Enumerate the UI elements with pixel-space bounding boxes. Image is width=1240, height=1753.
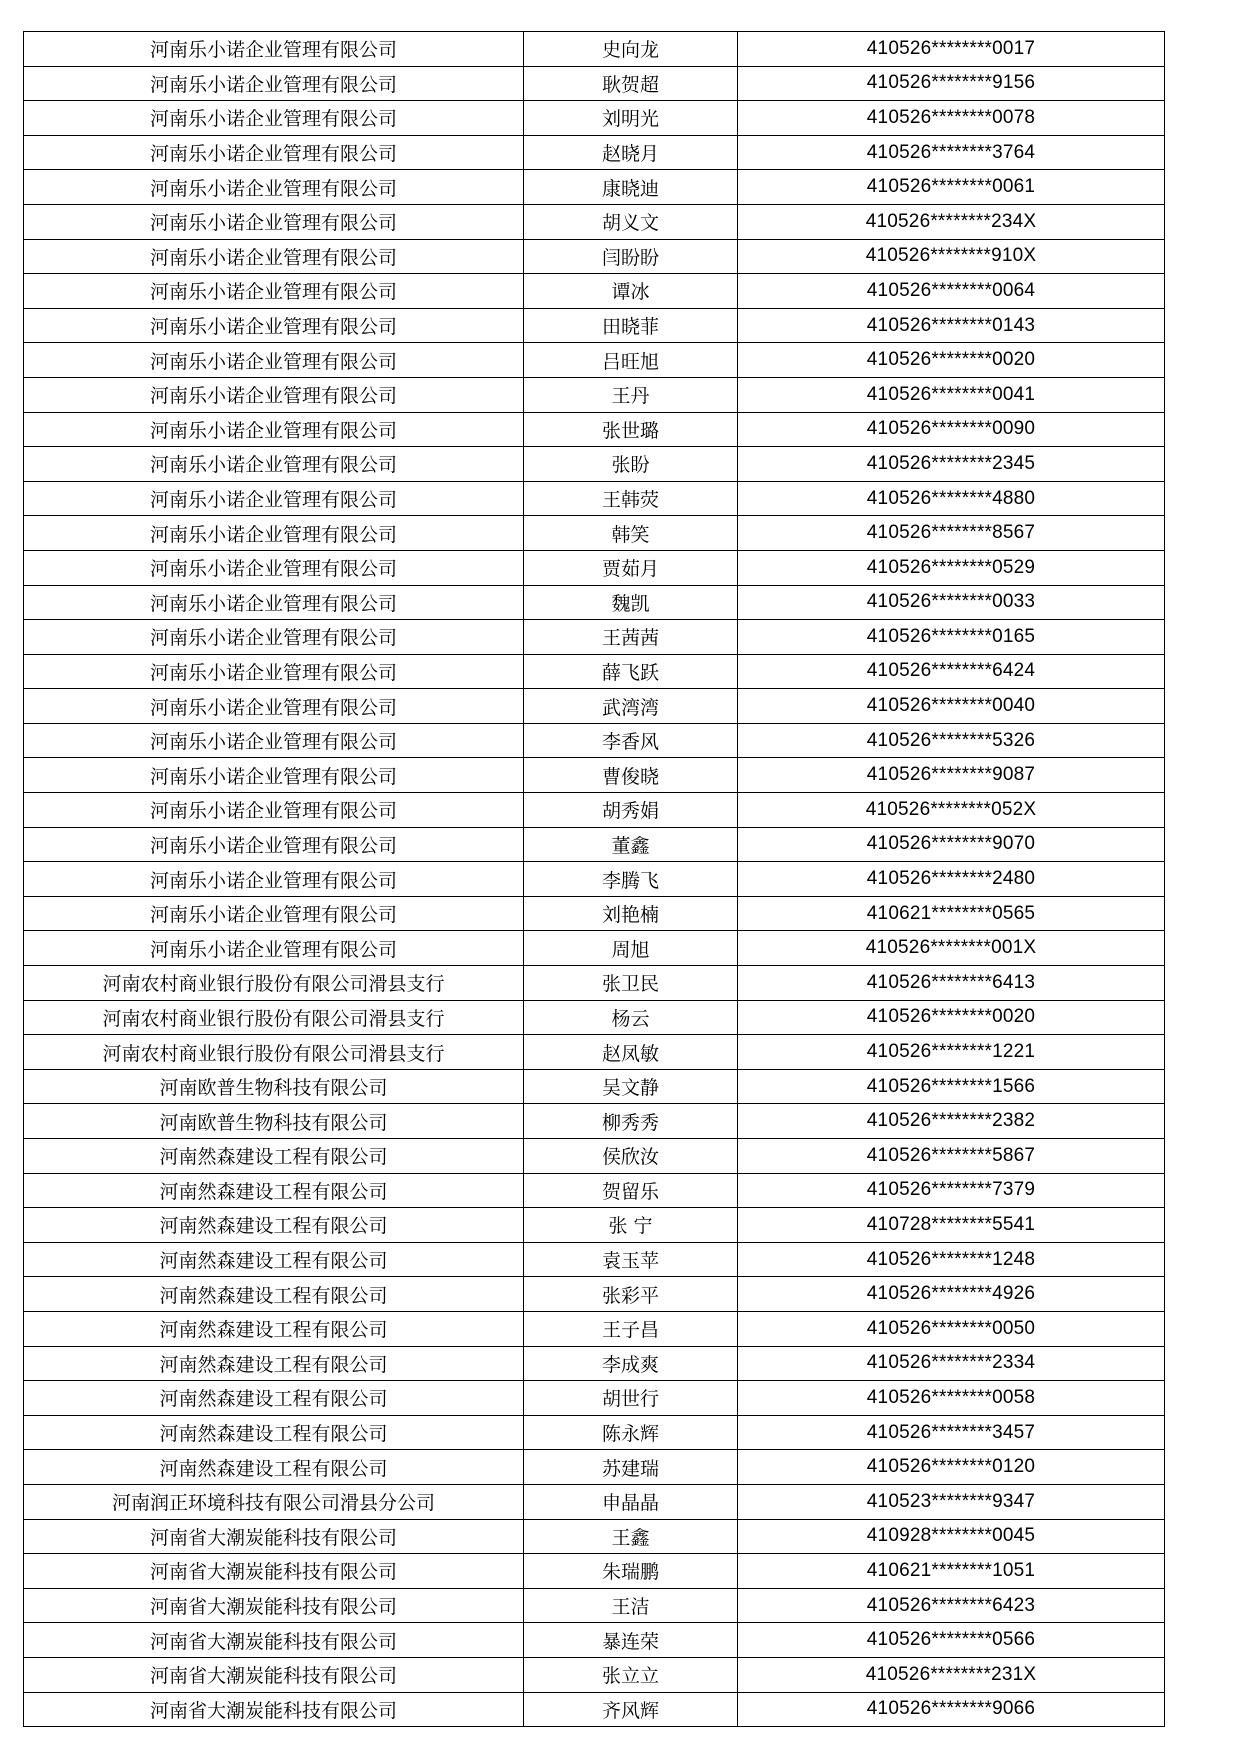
company-cell: 河南乐小诺企业管理有限公司	[24, 862, 524, 897]
table-row	[24, 620, 1165, 655]
company-cell: 河南乐小诺企业管理有限公司	[24, 620, 524, 655]
company-cell: 河南然森建设工程有限公司	[24, 1346, 524, 1381]
company-cell: 河南省大潮炭能科技有限公司	[24, 1554, 524, 1589]
company-cell: 河南乐小诺企业管理有限公司	[24, 689, 524, 724]
table-row	[24, 550, 1165, 585]
name-cell: 李腾飞	[524, 862, 738, 897]
table-row	[24, 1069, 1165, 1104]
name-cell: 闫盼盼	[524, 239, 738, 274]
table-row	[24, 1519, 1165, 1554]
company-cell: 河南乐小诺企业管理有限公司	[24, 66, 524, 101]
company-cell: 河南乐小诺企业管理有限公司	[24, 585, 524, 620]
id-number-cell: 410526********6424	[738, 654, 1165, 689]
id-number-cell: 410526********234X	[738, 204, 1165, 239]
id-number-cell: 410526********0061	[738, 170, 1165, 205]
table-row	[24, 966, 1165, 1001]
company-cell: 河南乐小诺企业管理有限公司	[24, 204, 524, 239]
name-cell: 武湾湾	[524, 689, 738, 724]
company-cell: 河南农村商业银行股份有限公司滑县支行	[24, 966, 524, 1001]
company-cell: 河南乐小诺企业管理有限公司	[24, 412, 524, 447]
name-cell: 胡世行	[524, 1381, 738, 1416]
table-row	[24, 1311, 1165, 1346]
company-cell: 河南乐小诺企业管理有限公司	[24, 723, 524, 758]
table-row	[24, 377, 1165, 412]
name-cell: 吴文静	[524, 1069, 738, 1104]
company-cell: 河南乐小诺企业管理有限公司	[24, 516, 524, 551]
roster-table	[23, 31, 1165, 1727]
id-number-cell: 410526********0090	[738, 412, 1165, 447]
company-cell: 河南省大潮炭能科技有限公司	[24, 1519, 524, 1554]
company-cell: 河南乐小诺企业管理有限公司	[24, 101, 524, 136]
name-cell: 耿贺超	[524, 66, 738, 101]
table-row	[24, 170, 1165, 205]
table-row	[24, 412, 1165, 447]
id-number-cell: 410526********231X	[738, 1657, 1165, 1692]
name-cell: 张卫民	[524, 966, 738, 1001]
company-cell: 河南乐小诺企业管理有限公司	[24, 239, 524, 274]
id-number-cell: 410526********910X	[738, 239, 1165, 274]
id-number-cell: 410526********9070	[738, 827, 1165, 862]
id-number-cell: 410526********4926	[738, 1277, 1165, 1312]
name-cell: 侯欣汝	[524, 1139, 738, 1174]
name-cell: 王丹	[524, 377, 738, 412]
name-cell: 魏凯	[524, 585, 738, 620]
name-cell: 王鑫	[524, 1519, 738, 1554]
table-row	[24, 1104, 1165, 1139]
id-number-cell: 410526********0078	[738, 101, 1165, 136]
table-row	[24, 1242, 1165, 1277]
id-number-cell: 410526********1566	[738, 1069, 1165, 1104]
table-row	[24, 1588, 1165, 1623]
company-cell: 河南然森建设工程有限公司	[24, 1242, 524, 1277]
table-row	[24, 481, 1165, 516]
name-cell: 张世璐	[524, 412, 738, 447]
table-row	[24, 896, 1165, 931]
table-row	[24, 862, 1165, 897]
table-row	[24, 758, 1165, 793]
company-cell: 河南省大潮炭能科技有限公司	[24, 1692, 524, 1727]
company-cell: 河南省大潮炭能科技有限公司	[24, 1588, 524, 1623]
name-cell: 王韩荧	[524, 481, 738, 516]
company-cell: 河南乐小诺企业管理有限公司	[24, 827, 524, 862]
id-number-cell: 410928********0045	[738, 1519, 1165, 1554]
company-cell: 河南乐小诺企业管理有限公司	[24, 343, 524, 378]
id-number-cell: 410526********001X	[738, 931, 1165, 966]
table-row	[24, 1657, 1165, 1692]
table-row	[24, 135, 1165, 170]
id-number-cell: 410526********9156	[738, 66, 1165, 101]
company-cell: 河南乐小诺企业管理有限公司	[24, 758, 524, 793]
company-cell: 河南然森建设工程有限公司	[24, 1311, 524, 1346]
company-cell: 河南润正环境科技有限公司滑县分公司	[24, 1484, 524, 1519]
id-number-cell: 410526********0529	[738, 550, 1165, 585]
name-cell: 张 宁	[524, 1208, 738, 1243]
id-number-cell: 410526********7379	[738, 1173, 1165, 1208]
table-row	[24, 1035, 1165, 1070]
table-row	[24, 1450, 1165, 1485]
table-row	[24, 689, 1165, 724]
company-cell: 河南欧普生物科技有限公司	[24, 1104, 524, 1139]
table-row	[24, 1692, 1165, 1727]
name-cell: 王茜茜	[524, 620, 738, 655]
name-cell: 胡义文	[524, 204, 738, 239]
id-number-cell: 410526********3457	[738, 1415, 1165, 1450]
name-cell: 张彩平	[524, 1277, 738, 1312]
name-cell: 王子昌	[524, 1311, 738, 1346]
name-cell: 赵凤敏	[524, 1035, 738, 1070]
name-cell: 王洁	[524, 1588, 738, 1623]
company-cell: 河南乐小诺企业管理有限公司	[24, 550, 524, 585]
id-number-cell: 410526********2334	[738, 1346, 1165, 1381]
table-row	[24, 827, 1165, 862]
company-cell: 河南乐小诺企业管理有限公司	[24, 654, 524, 689]
table-row	[24, 1208, 1165, 1243]
name-cell: 周旭	[524, 931, 738, 966]
company-cell: 河南然森建设工程有限公司	[24, 1415, 524, 1450]
table-row	[24, 239, 1165, 274]
table-row	[24, 654, 1165, 689]
name-cell: 史向龙	[524, 32, 738, 67]
table-row	[24, 32, 1165, 67]
id-number-cell: 410526********0165	[738, 620, 1165, 655]
company-cell: 河南乐小诺企业管理有限公司	[24, 377, 524, 412]
company-cell: 河南乐小诺企业管理有限公司	[24, 447, 524, 482]
id-number-cell: 410523********9347	[738, 1484, 1165, 1519]
company-cell: 河南欧普生物科技有限公司	[24, 1069, 524, 1104]
table-row	[24, 1484, 1165, 1519]
id-number-cell: 410526********052X	[738, 793, 1165, 828]
company-cell: 河南乐小诺企业管理有限公司	[24, 32, 524, 67]
company-cell: 河南乐小诺企业管理有限公司	[24, 135, 524, 170]
company-cell: 河南省大潮炭能科技有限公司	[24, 1657, 524, 1692]
id-number-cell: 410526********0058	[738, 1381, 1165, 1416]
name-cell: 张立立	[524, 1657, 738, 1692]
company-cell: 河南农村商业银行股份有限公司滑县支行	[24, 1000, 524, 1035]
table-row	[24, 1346, 1165, 1381]
id-number-cell: 410621********1051	[738, 1554, 1165, 1589]
name-cell: 吕旺旭	[524, 343, 738, 378]
table-row	[24, 585, 1165, 620]
name-cell: 朱瑞鹏	[524, 1554, 738, 1589]
table-row	[24, 343, 1165, 378]
table-row	[24, 1173, 1165, 1208]
table-row	[24, 793, 1165, 828]
name-cell: 苏建瑞	[524, 1450, 738, 1485]
table-row	[24, 1554, 1165, 1589]
company-cell: 河南省大潮炭能科技有限公司	[24, 1623, 524, 1658]
table-row	[24, 308, 1165, 343]
name-cell: 杨云	[524, 1000, 738, 1035]
table-row	[24, 723, 1165, 758]
name-cell: 李成爽	[524, 1346, 738, 1381]
name-cell: 暴连荣	[524, 1623, 738, 1658]
name-cell: 贾茹月	[524, 550, 738, 585]
company-cell: 河南然森建设工程有限公司	[24, 1208, 524, 1243]
name-cell: 赵晓月	[524, 135, 738, 170]
name-cell: 谭冰	[524, 274, 738, 309]
table-row	[24, 1000, 1165, 1035]
table-row	[24, 66, 1165, 101]
id-number-cell: 410526********0040	[738, 689, 1165, 724]
company-cell: 河南乐小诺企业管理有限公司	[24, 274, 524, 309]
company-cell: 河南然森建设工程有限公司	[24, 1139, 524, 1174]
id-number-cell: 410526********0064	[738, 274, 1165, 309]
table-row	[24, 101, 1165, 136]
name-cell: 康晓迪	[524, 170, 738, 205]
company-cell: 河南乐小诺企业管理有限公司	[24, 931, 524, 966]
id-number-cell: 410526********2382	[738, 1104, 1165, 1139]
company-cell: 河南乐小诺企业管理有限公司	[24, 170, 524, 205]
id-number-cell: 410526********4880	[738, 481, 1165, 516]
id-number-cell: 410526********0050	[738, 1311, 1165, 1346]
id-number-cell: 410526********2480	[738, 862, 1165, 897]
company-cell: 河南乐小诺企业管理有限公司	[24, 896, 524, 931]
id-number-cell: 410526********5326	[738, 723, 1165, 758]
id-number-cell: 410526********1248	[738, 1242, 1165, 1277]
name-cell: 刘明光	[524, 101, 738, 136]
id-number-cell: 410526********0143	[738, 308, 1165, 343]
id-number-cell: 410526********1221	[738, 1035, 1165, 1070]
name-cell: 韩笑	[524, 516, 738, 551]
id-number-cell: 410526********0033	[738, 585, 1165, 620]
table-row	[24, 1277, 1165, 1312]
roster-body	[24, 32, 1165, 1727]
name-cell: 薛飞跃	[524, 654, 738, 689]
table-row	[24, 1623, 1165, 1658]
name-cell: 董鑫	[524, 827, 738, 862]
company-cell: 河南农村商业银行股份有限公司滑县支行	[24, 1035, 524, 1070]
table-row	[24, 516, 1165, 551]
id-number-cell: 410526********0566	[738, 1623, 1165, 1658]
company-cell: 河南乐小诺企业管理有限公司	[24, 793, 524, 828]
id-number-cell: 410526********0020	[738, 1000, 1165, 1035]
name-cell: 柳秀秀	[524, 1104, 738, 1139]
company-cell: 河南然森建设工程有限公司	[24, 1277, 524, 1312]
id-number-cell: 410526********0120	[738, 1450, 1165, 1485]
id-number-cell: 410728********5541	[738, 1208, 1165, 1243]
company-cell: 河南乐小诺企业管理有限公司	[24, 308, 524, 343]
name-cell: 齐风辉	[524, 1692, 738, 1727]
table-row	[24, 931, 1165, 966]
name-cell: 申晶晶	[524, 1484, 738, 1519]
name-cell: 刘艳楠	[524, 896, 738, 931]
id-number-cell: 410526********8567	[738, 516, 1165, 551]
name-cell: 胡秀娟	[524, 793, 738, 828]
id-number-cell: 410526********9087	[738, 758, 1165, 793]
table-row	[24, 274, 1165, 309]
company-cell: 河南然森建设工程有限公司	[24, 1173, 524, 1208]
id-number-cell: 410526********5867	[738, 1139, 1165, 1174]
id-number-cell: 410621********0565	[738, 896, 1165, 931]
company-cell: 河南然森建设工程有限公司	[24, 1381, 524, 1416]
name-cell: 贺留乐	[524, 1173, 738, 1208]
name-cell: 曹俊晓	[524, 758, 738, 793]
name-cell: 张盼	[524, 447, 738, 482]
id-number-cell: 410526********3764	[738, 135, 1165, 170]
name-cell: 袁玉苹	[524, 1242, 738, 1277]
id-number-cell: 410526********0020	[738, 343, 1165, 378]
name-cell: 田晓菲	[524, 308, 738, 343]
id-number-cell: 410526********0017	[738, 32, 1165, 67]
table-row	[24, 1415, 1165, 1450]
company-cell: 河南然森建设工程有限公司	[24, 1450, 524, 1485]
name-cell: 陈永辉	[524, 1415, 738, 1450]
table-row	[24, 1381, 1165, 1416]
company-cell: 河南乐小诺企业管理有限公司	[24, 481, 524, 516]
name-cell: 李香风	[524, 723, 738, 758]
id-number-cell: 410526********6413	[738, 966, 1165, 1001]
id-number-cell: 410526********0041	[738, 377, 1165, 412]
table-row	[24, 1139, 1165, 1174]
id-number-cell: 410526********6423	[738, 1588, 1165, 1623]
id-number-cell: 410526********2345	[738, 447, 1165, 482]
table-row	[24, 447, 1165, 482]
table-row	[24, 204, 1165, 239]
id-number-cell: 410526********9066	[738, 1692, 1165, 1727]
